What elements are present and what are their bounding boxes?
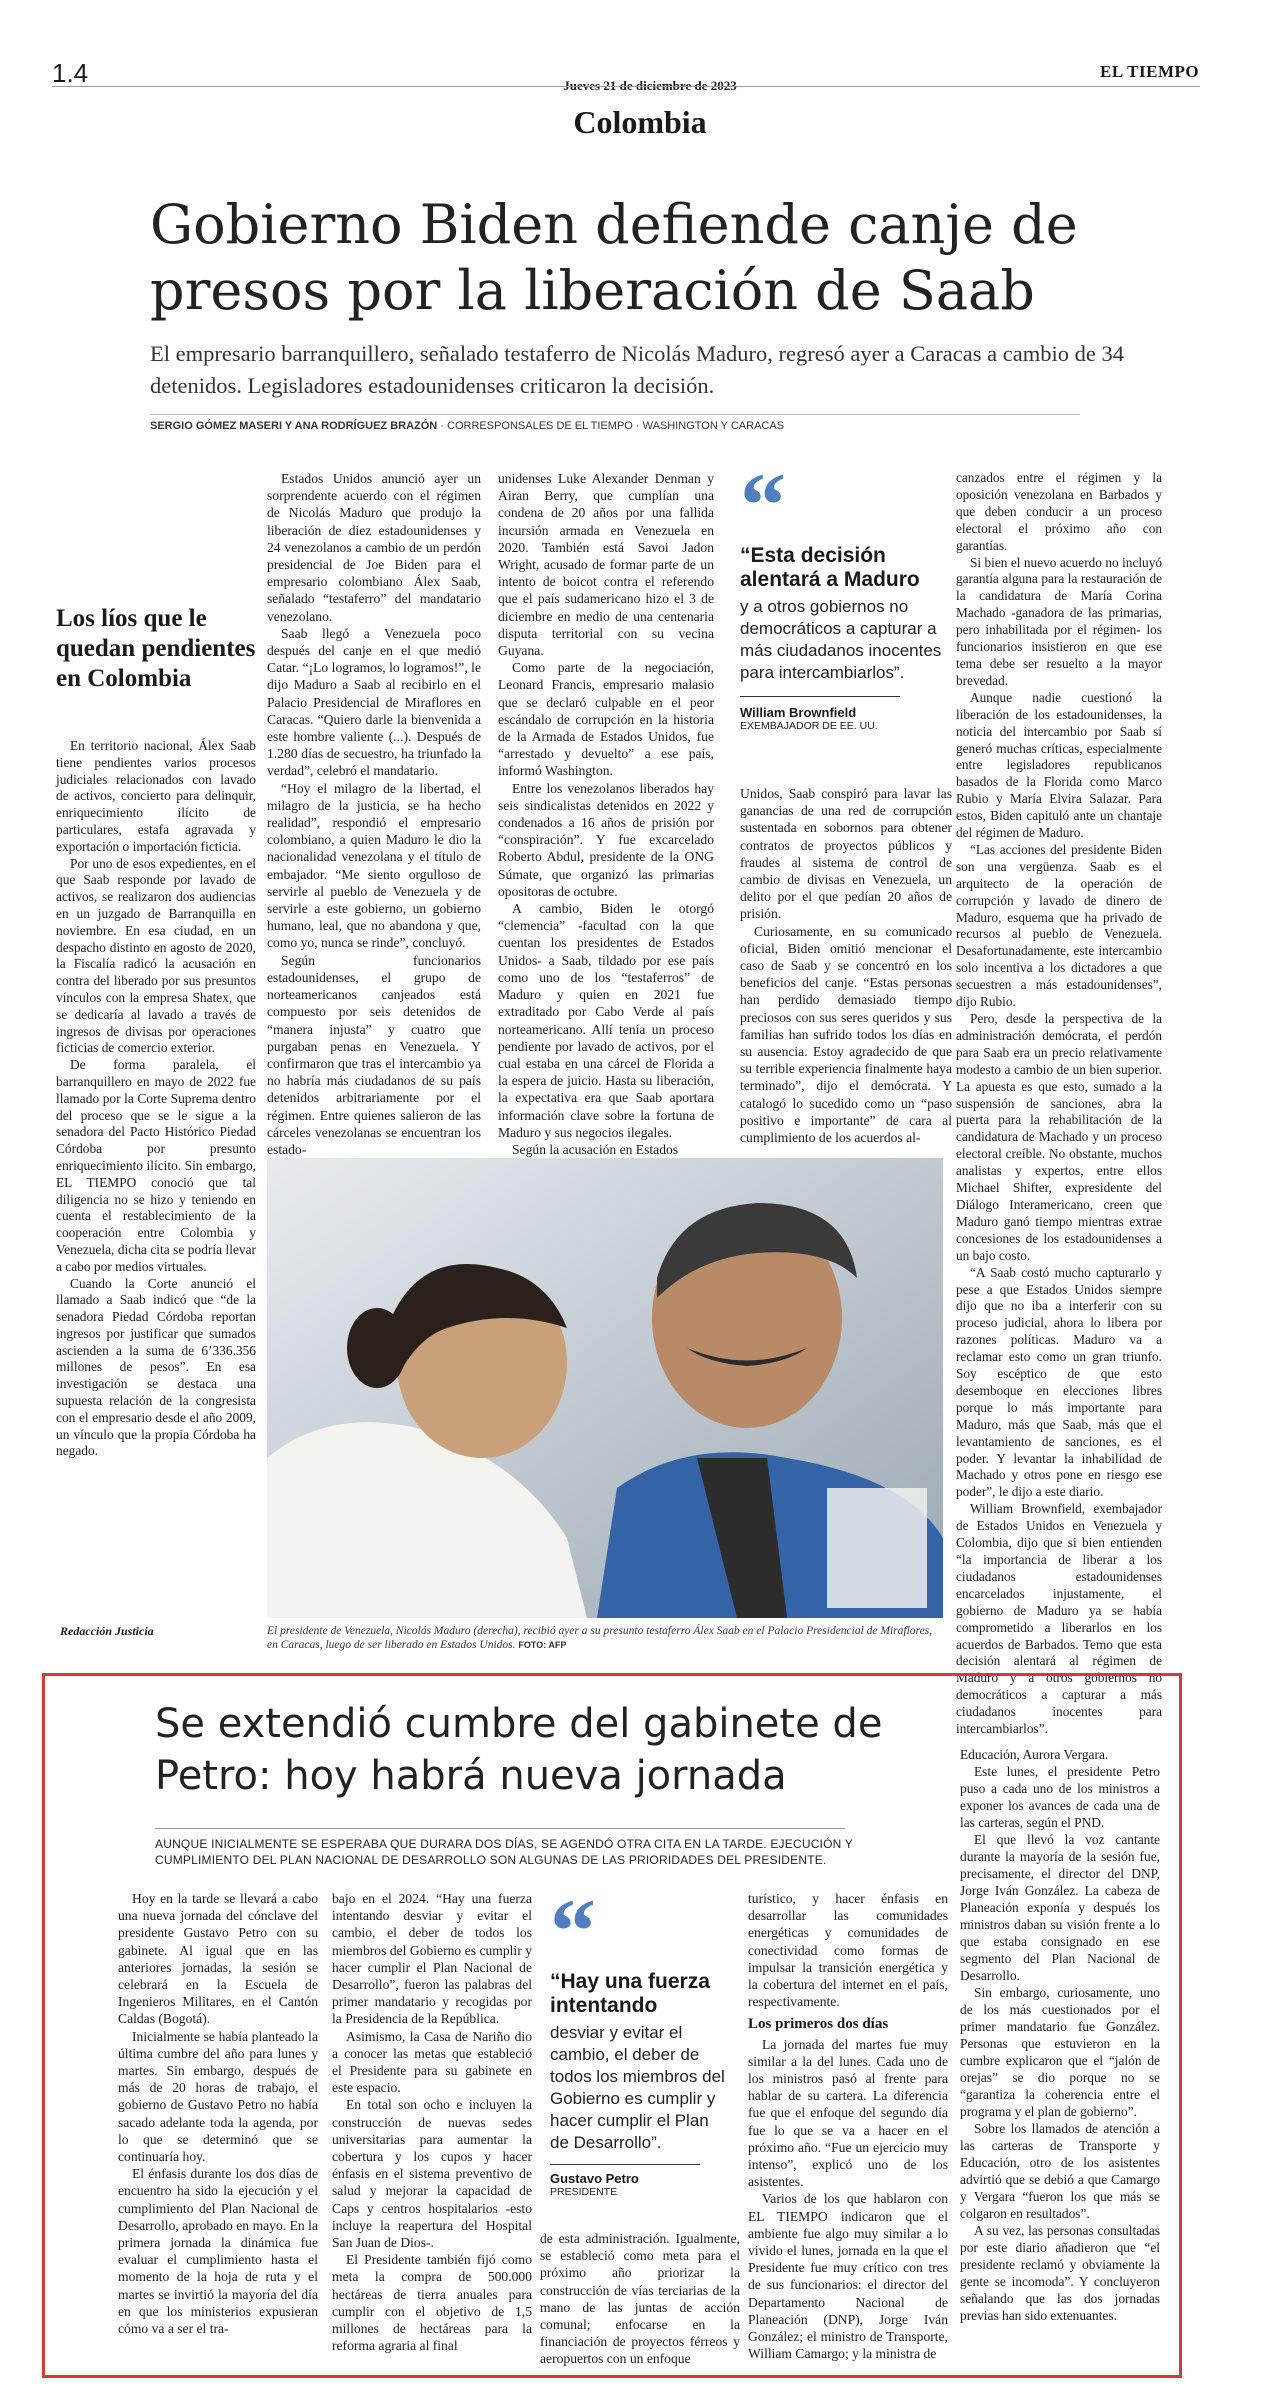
photo-credit: FOTO: AFP <box>518 1640 567 1650</box>
cabinet-paragraph: Sobre los llamados de atención a las carteras de Transporte y Educación, otro de los asistentes advirtió que se debió a que Camargo y Vergara “fueron los que más se colgaron en resultados”. <box>960 2121 1160 2221</box>
caption-text: El presidente de Venezuela, Nicolás Maduro (derecha), recibió ayer a su presunto testaferro Álex Saab en el Palacio Presidencial de Miraflores, en Caracas, luego de ser liberado en Estados Unidos. <box>267 1625 933 1651</box>
cabinet-column-1 <box>118 1890 318 2337</box>
deck: El empresario barranquillero, señalado testaferro de Nicolás Maduro, regresó ayer a Caracas a cambio de 34 detenidos. Legisladores estadounidenses criticaron la decisión. <box>150 341 1124 398</box>
byline-rule <box>150 414 1080 415</box>
cabinet-paragraph: El Presidente también fijó como meta la compra de 500.000 hectáreas de tierra anuales para cumplir con el objetivo de 1,5 millones de hectáreas para la reforma agraria al final <box>332 2252 532 2354</box>
cabinet-paragraph: Este lunes, el presidente Petro puso a cada uno de los ministros a exponer los avances de cada una de las carteras, según el PND. <box>960 1764 1160 1830</box>
cabinet-subhead: Los primeros dos días <box>748 2016 889 2033</box>
cabinet-paragraph: turístico, y hacer énfasis en desarrollar las comunidades energéticas y comunidades de conectividad como formas de impulsar la transición energética y la cobertura del internet en el país, respectivamente. <box>748 1891 948 2010</box>
cabinet-paragraph: A su vez, las personas consultadas por este diario añadieron que “el presidente reclamó y obviamente la gente se incomoda”. Y concluyeron señalando que las dos jornadas previas han sido extenuantes. <box>960 2223 1160 2323</box>
quote-mark-icon: “ <box>740 454 786 556</box>
cabinet-paragraph: La jornada del martes fue muy similar a la del lunes. Cada uno de los ministros pasó al frente para hablar de su cartera. La diferencia fue que el enfoque del segundo día fue lo que se va a hacer en el próximo año. “Fue un ejercicio muy intenso”, explicó uno de los asistentes. <box>748 2036 948 2190</box>
cabinet-column-4 <box>748 1890 948 2362</box>
quote-bold-text: “Esta decisión alentará a Maduro <box>740 544 920 591</box>
sidebar-title: Los líos que le quedan pendientes en Colombia <box>56 605 256 692</box>
quote-role: PRESIDENTE <box>550 2186 618 2198</box>
date-text: Jueves 21 de diciembre de 2023 <box>563 78 737 93</box>
section-title: Colombia <box>573 104 707 140</box>
pull-quote <box>740 454 950 732</box>
quote-rule <box>550 2164 700 2165</box>
byline-names: SERGIO GÓMEZ MASERI Y ANA RODRÍGUEZ BRAZÓN <box>150 420 438 432</box>
article-paragraph: Según funcionarios estadounidenses, el grupo de norteamericanos canjeados está compuesto por seis detenidos de “manera injusta” y cuatro que purgaban penas en Venezuela. Y confirmaron que tras el intercambio ya no habría más ciudadanos de su país detenidos arbitrariamente por el régimen. Entre quienes salieron de las cárceles venezolanas se encuentran los estado- <box>267 952 481 1157</box>
sidebar-paragraph: De forma paralela, el barranquillero en mayo de 2022 fue llamado por la Corte Suprema dentro del proceso que se le sigue a la senadora del Pacto Histórico Piedad Córdoba por presunto enriquecimiento ilícito. Sin embargo, EL TIEMPO conoció que tal diligencia no se hizo y teniendo en cuenta el restablecimiento de la cooperación entre Colombia y Venezuela, dicha cita se podría llevar a cabo por medios virtuales. <box>56 1057 256 1274</box>
photo-caption <box>267 1624 943 1652</box>
quote-text: y a otros gobiernos no democráticos a capturar a más ciudadanos inocentes para intercambiarlos”. <box>740 597 942 682</box>
quote-bold-text: “Hay una fuerza intentando <box>550 1970 710 2017</box>
article-column-2 <box>267 470 481 1158</box>
cabinet-pull-quote <box>550 1880 730 2198</box>
quote-role: EXEMBAJADOR DE EE. UU. <box>740 720 878 732</box>
article-column-4 <box>740 785 952 1146</box>
article-paragraph: Aunque nadie cuestionó la liberación de los estadounidenses, la noticia del intercambio por Saab sí generó muchas críticas, especialmente entre legisladores republicanos basados de la Florida como Marco Rubio y María Elvira Salazar. Para estos, Biden capituló ante un chantaje del régimen de Maduro. <box>956 689 1162 841</box>
cabinet-paragraph: En total son ocho e incluyen la construcción de nuevas sedes universitarias para aumentar la cobertura y los cupos y hacer énfasis en el sistema preventivo de salud y mejorar la capacidad de Caps y centros hospitalarios -esto incluye la reapertura del Hospital San Juan de Dios-. <box>332 2097 532 2251</box>
cabinet-paragraph: bajo en el 2024. “Hay una fuerza intentando desviar y evitar el cambio, el deber de todos los miembros del Gobierno es cumplir y hacer cumplir el Plan Nacional de Desarrollo”, fueron las palabras del primer mandatario y recogidas por la Presidencia de la República. <box>332 1891 532 2027</box>
article-paragraph: Estados Unidos anunció ayer un sorprendente acuerdo con el régimen de Nicolás Maduro que produjo la liberación de diez estadounidenses y 24 venezolanos a cambio de un perdón presidencial de Joe Biden para el empresario colombiano Álex Saab, señalado “testaferro” del mandatario venezolano. <box>267 471 481 624</box>
quote-mark-icon: “ <box>550 1880 596 1982</box>
article-paragraph: “Las acciones del presidente Biden son una vergüenza. Saab es el arquitecto de la operación de corrupción y lavado de dinero de Maduro, esquema que ha privado de recursos al pueblo de Venezuela. Desafortunadamente, este intercambio solo incentiva a los dictadores a que secuestren a más estadounidenses”, dijo Rubio. <box>956 841 1162 1010</box>
cabinet-headline: Se extendió cumbre del gabinete de Petro: hoy habrá nueva jornada <box>155 1701 883 1799</box>
article-paragraph: A cambio, Biden le otorgó “clemencia” -facultad con la que cuentan los presidentes de Estados Unidos- a Saab, tildado por ese país como uno de los “testaferros” de Maduro y quien en 2021 fue extraditado por Cabo Verde al país norteamericano. Allí tenía un proceso pendiente por lavado de activos, por el cual estaba en una cárcel de Florida a la espera de juicio. Hasta su liberación, la expectativa era que Saab aportara información clave sobre la fortuna de Maduro y sus negocios ilegales. <box>498 901 714 1140</box>
header-rule <box>52 86 1200 87</box>
sidebar-paragraph: Por uno de esos expedientes, en el que Saab responde por lavado de activos, se realizaron dos audiencias en un juzgado de Barranquilla en noviembre. En esa ciudad, en un despacho distinto en agosto de 2020, la Fiscalía radicó la acusación en contra del liberado por sus presuntos vínculos con la empresa Shatex, que se dedicaría al lavado a través de ingresos de divisas por operaciones ficticias de comercio exterior. <box>56 855 256 1056</box>
cabinet-paragraph: de esta administración. Igualmente, se estableció como meta para el próximo año priorizar la construcción de vías terciarias de la mano de las juntas de acción comunal; enfocarse en la financiación de proyectos férreos y aeropuertos con un enfoque <box>540 2231 740 2367</box>
cabinet-deck: AUNQUE INICIALMENTE SE ESPERABA QUE DURARA DOS DÍAS, SE AGENDÓ OTRA CITA EN LA TARDE. EJECUCIÓN Y CUMPLIMIENTO DEL PLAN NACIONAL DE DESARROLLO SON ALGUNAS DE LAS PRIORIDADES DEL PRESIDENTE. <box>155 1837 853 1867</box>
cabinet-paragraph: El que llevó la voz cantante durante la mayoría de la sesión fue, precisamente, el director del DNP, Jorge Iván González. La cabeza de Planeación exponía y después los ministros daban su visión frente a lo que estaba consignado en ese segmento del Plan Nacional de Desarrollo. <box>960 1832 1160 1983</box>
photo-illustration <box>267 1158 943 1618</box>
sidebar-signature: Redacción Justicia <box>60 1624 154 1638</box>
article-paragraph: Unidos, Saab conspiró para lavar las ganancias de una red de corrupción sustentada en sobornos para obtener contratos de proyectos públicos y fraudes al sistema de control de cambio de divisas en Venezuela, un delito por el que pedían 20 años de prisión. <box>740 786 952 922</box>
cabinet-paragraph: Hoy en la tarde se llevará a cabo una nueva jornada del cónclave del presidente Gustavo Petro con su gabinete. Al igual que en las anteriores jornadas, la sesión se celebrará en la Escuela de Ingenieros Militares, en el Cantón Caldas (Bogotá). <box>118 1891 318 2027</box>
cabinet-paragraph: Sin embargo, curiosamente, uno de los más cuestionados por el primer mandatario fue González. Personas que estuvieron en la cumbre explicaron que el “jalón de orejas” se dio porque no se “garantiza la coherencia entre el programa y el plan de gobierno”. <box>960 1985 1160 2119</box>
byline <box>150 420 784 432</box>
article-paragraph: Entre los venezolanos liberados hay seis sindicalistas detenidos en 2022 y condenados a 16 años de prisión por “conspiración”. Y fue excarcelado Roberto Abdul, presidente de la ONG Súmate, que organizó las primarias opositoras de octubre. <box>498 780 714 899</box>
cabinet-paragraph: Asimismo, la Casa de Nariño dio a conocer las metas que estableció el Presidente para su gabinete en este espacio. <box>332 2028 532 2096</box>
article-paragraph: Saab llegó a Venezuela poco después del canje en el que medió Catar. “¡Lo logramos, lo logramos!”, le dijo Maduro a Saab al recibirlo en el Palacio Presidencial de Miraflores en Caracas. “Quiero darle la bienvenida a este hombre valiente (...). Después de 1.280 días de secuestro, ha triunfado la verdad”, celebró el mandatario. <box>267 625 481 779</box>
article-paragraph: canzados entre el régimen y la oposición venezolana en Barbados y que deben conducir a un proceso electoral el próximo año con garantías. <box>956 470 1162 553</box>
page-number: 1.4 <box>52 58 89 88</box>
article-paragraph: unidenses Luke Alexander Denman y Airan Berry, que cumplían una condena de 20 años por una fallida incursión armada en Venezuela en 2020. También está Savoi Jadon Wright, acusado de formar parte de un intento de boicot contra el referendo que el país sudamericano hizo el 3 de diciembre en medio de una centenaria disputa territorial con su vecina Guyana. <box>498 471 714 659</box>
sidebar-paragraph: Cuando la Corte anunció el llamado a Saab indicó que “de la senadora Piedad Córdoba reportan ingresos por justificar que sumados ascienden a la suma de 6’336.356 millones de pesos”. En esa investigación se destaca una supuesta relación de la congresista con el empresario desde el año 2009, un vínculo que la propia Córdoba ha negado. <box>56 1275 256 1459</box>
cabinet-column-5 <box>960 1746 1160 2324</box>
headline: Gobierno Biden defiende canje de presos por la liberación de Saab <box>150 193 1078 322</box>
news-photo <box>267 1158 943 1618</box>
byline-role: · CORRESPONSALES DE EL TIEMPO · WASHINGTON Y CARACAS <box>437 420 785 432</box>
article-paragraph: Si bien el nuevo acuerdo no incluyó garantía alguna para la restauración de la candidatura de María Corina Machado -ganadora de las primarias, pero inhabilitada por el régimen- los funcionarios insistieron en que ese tema debe ser resuelto a la mayor brevedad. <box>956 554 1162 688</box>
article-column-5 <box>956 470 1162 1738</box>
article-paragraph: William Brownfield, exembajador de Estados Unidos en Venezuela y Colombia, dijo que si bien entienden “la importancia de liberar a los ciudadanos estadounidenses encarcelados injustamente, el gobierno de Maduro ya se había comprometido a liberarlos en los acuerdos de Barbados. Temo que esta decisión alentará al régimen de Maduro y a otros gobiernos no democráticos a capturar a más ciudadanos inocentes para intercambiarlos”. <box>956 1501 1162 1737</box>
article-paragraph: “Hoy el milagro de la libertad, el milagro de la justicia, se ha hecho realidad”, respondió el empresario colombiano, a quien Maduro le dio la nacionalidad venezolana y el título de embajador. “Me siento orgulloso de servirle al pueblo de Venezuela y de servirle a este gobierno, un gobierno humano, leal, que no abandona y que, como yo, nunca se rinde”, concluyó. <box>267 780 481 951</box>
article-paragraph: Según la acusación en Estados <box>512 1141 679 1157</box>
cabinet-deck-rule <box>155 1828 845 1829</box>
cabinet-column-2 <box>332 1890 532 2354</box>
sidebar-paragraph: En territorio nacional, Álex Saab tiene pendientes varios procesos judiciales relacionados con lavado de activos, concierto para delinquir, enriquecimiento ilícito de particulares, estafa agravada y exportación o importación ficticia. <box>56 738 256 854</box>
sidebar-body <box>56 738 256 1460</box>
quote-author: Gustavo Petro <box>550 2171 639 2186</box>
quote-rule <box>740 696 900 697</box>
brand-logo: EL TIEMPO <box>1100 62 1200 81</box>
quote-author: William Brownfield <box>740 705 857 720</box>
article-paragraph: Pero, desde la perspectiva de la administración demócrata, el perdón para Saab era un precio relativamente modesto a cambio de un bien superior. La apuesta es que esto, sumado a la suspensión de sanciones, abra la puerta para la rehabilitación de la candidatura de Machado y un proceso electoral creíble. No obstante, muchos analistas y expertos, entre ellos Michael Shifter, expresidente del Diálogo Interamericano, creen que Maduro ganó tiempo mientras extrae concesiones de los estadounidenses a un bajo costo. <box>956 1011 1162 1263</box>
cabinet-column-3 <box>540 2230 740 2368</box>
article-paragraph: Como parte de la negociación, Leonard Francis, empresario malasio que se declaró culpable en el peor escándalo de corrupción en la historia de la Armada de Estados Unidos, fue “arrestado y devuelto” a ese país, informó Washington. <box>498 660 714 779</box>
cabinet-paragraph: El énfasis durante los dos días de encuentro ha sido la ejecución y el cumplimiento del Plan Nacional de Desarrollo, aprobado en mayo. En la primera jornada la dinámica fue evaluar el cumplimiento hasta el momento de la hoja de ruta y el martes se invirtió la mayoría del día en que los ministerios expusieran cómo va a ser el tra- <box>118 2166 318 2337</box>
cabinet-paragraph: Inicialmente se había planteado la última cumbre del año para lunes y martes. Sin embargo, después de más de 20 horas de trabajo, el gobierno de Gustavo Petro no había sacado adelante toda la agenda, por lo que se determinó que se continuaría hoy. <box>118 2028 318 2165</box>
cabinet-paragraph: Varios de los que hablaron con EL TIEMPO indicaron que el ambiente fue algo muy similar a lo vivido el lunes, jornada en la que el Presidente fue muy crítico con tres de sus funcionarios: el director del Departamento Nacional de Planeación (DNP), Jorge Iván González; el ministro de Transporte, William Camargo; y la ministra de <box>748 2191 948 2362</box>
article-column-3 <box>498 470 714 1158</box>
article-paragraph: “A Saab costó mucho capturarlo y pese a que Estados Unidos siempre dijo que no iba a interferir con su proceso judicial, ahora lo libera por razones políticas. Maduro va a reclamar esto como un gran triunfo. Soy escéptico de que esto desemboque en elecciones libres porque lo más importante para Maduro, más que Saab, más que el levantamiento de sanciones, es el poder. Y levantar la inhabilidad de Machado y otros pone en riesgo ese poder”, le dijo a este diario. <box>956 1264 1162 1500</box>
cabinet-paragraph: Educación, Aurora Vergara. <box>960 1747 1109 1762</box>
article-paragraph: Curiosamente, en su comunicado oficial, Biden omitió mencionar el caso de Saab y se concentró en los beneficios del canje. “Estas personas han perdido demasiado tiempo preciosos con sus seres queridos y sus familias han sufrido todos los días en su ausencia. Estoy agradecido de que su terrible experiencia finalmente haya terminado”, dijo el demócrata. Y catalogó lo sucedido como un “paso positivo e importante” de cara al cumplimiento de los acuerdos al- <box>740 923 952 1146</box>
quote-text: desviar y evitar el cambio, el deber de todos los miembros del Gobierno es cumplir y hacer cumplir el Plan de Desarrollo”. <box>550 2023 725 2152</box>
